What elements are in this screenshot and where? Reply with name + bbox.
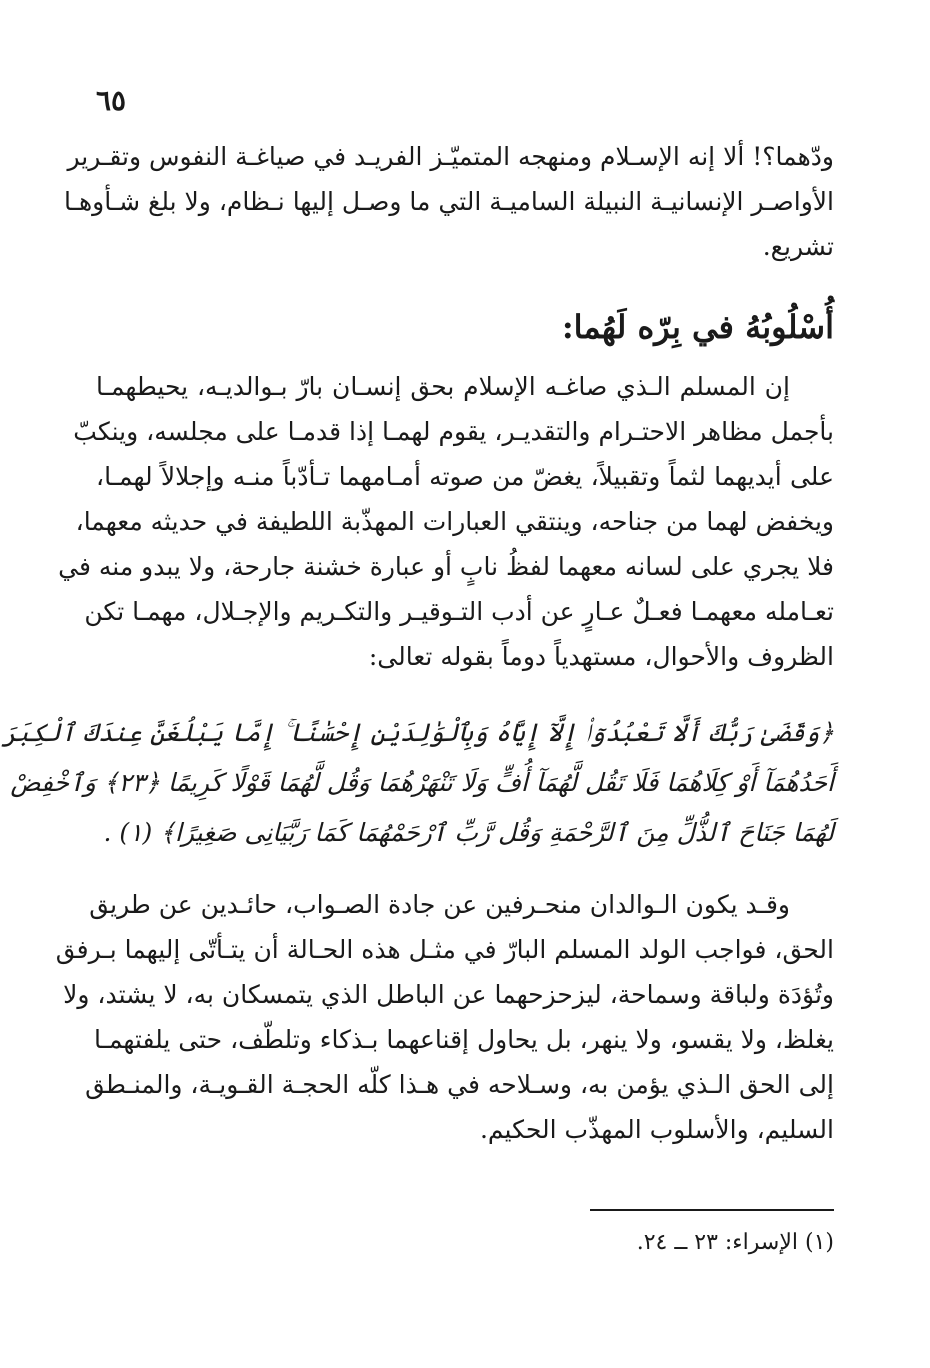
paragraph-line: السليم، والأسلوب المهذّب الحكيم. — [479, 1115, 834, 1144]
paragraph-line: وقـد يكون الـوالدان منحـرفين عن جادة الصـواب، حائـدين عن طريق — [89, 890, 790, 919]
body-paragraph-1 — [58, 364, 834, 679]
paragraph-line: وتُؤدَة ولباقة وسماحة، ليزحزحهما عن الباطل الذي يتمسكان به، لا يشتد، ولا — [63, 980, 834, 1009]
paragraph-line: الظروف والأحوال، مستهدياً دوماً بقوله تعالى: — [368, 642, 834, 671]
intro-line: تشريع. — [762, 232, 834, 261]
paragraph-line: إلى الحق الـذي يؤمن به، وسـلاحه في هـذا كلّه الحجـة القـويـة، والمنـطق — [85, 1070, 834, 1099]
paragraph-line: فلا يجري على لسانه معهما لفظُ نابٍ أو عبارة خشنة جارحة، ولا يبدو منه في — [58, 552, 834, 581]
paragraph-line: تعـامله معهمـا فعـلٌ عـارٍ عن أدب التـوقيـر والتكـريم والإجـلال، مهمـا تكن — [84, 597, 834, 626]
intro-line: ودّهما؟! ألا إنه الإسـلام ومنهجه المتميّـز الفريـد في صياغـة النفوس وتقـرير — [67, 142, 834, 171]
quran-line: أَحَدُهُمَآ أَوْ كِلَاهُمَا فَلَا تَقُل لَّهُمَآ أُفٍّ وَلَا تَنْهَرْهُمَا وَقُل لَّهُمَا قَوْلًا كَرِيمًا ﴿٢٣﴾ وَٱخْفِضْ — [10, 768, 834, 797]
footnote-divider — [590, 1209, 834, 1211]
paragraph-line: على أيديهما لثماً وتقبيلاً، يغضّ من صوته أمـامهما تـأدّباً منـه وإجلالاً لهمـا، — [96, 462, 834, 491]
body-paragraph-2 — [55, 882, 834, 1152]
paragraph-line: بأجمل مظاهر الاحتـرام والتقديـر، يقوم لهمـا إذا قدمـا على مجلسه، وينكبّ — [73, 417, 834, 446]
intro-line: الأواصـر الإنسانيـة النبيلة الساميـة التي ما وصـل إليها نـظام، ولا بلغ شـأوهـا — [64, 187, 834, 216]
quran-line: لَهُمَا جَنَاحَ ٱلذُّلِّ مِنَ ٱلرَّحْمَةِ وَقُل رَّبِّ ٱرْحَمْهُمَا كَمَا رَبَّيَانِى صَغِيرًا﴾ (١) . — [103, 818, 834, 847]
section-heading: أُسْلُوبُهُ في بِرّه لَهُما: — [561, 308, 834, 346]
quran-line: ﴿وَقَضَىٰ رَبُّكَ أَلَّا تَعْبُدُوٓا۟ إِلَّآ إِيَّاهُ وَبِٱلْوَٰلِدَيْنِ إِحْسَٰنًا ۚ إِمَّا يَبْلُغَنَّ عِندَكَ ٱلْكِبَرَ — [2, 718, 834, 747]
paragraph-line: الحق، فواجب الولد المسلم البارّ في مثـل هذه الحـالة أن يتـأتّى إليهما بـرفق — [55, 935, 834, 964]
paragraph-line: ويخفض لهما من جناحه، وينتقي العبارات المهذّبة اللطيفة في حديثه معهما، — [75, 507, 834, 536]
paragraph-line: إن المسلم الـذي صاغـه الإسلام بحق إنسـان بارّ بـوالديـه، يحيطهمـا — [96, 372, 790, 401]
footnote: (١) الإسراء: ٢٣ ــ ٢٤. — [636, 1230, 834, 1255]
paragraph-line: يغلظ، ولا يقسو، ولا ينهر، بل يحاول إقناعهما بـذكاء وتلطّف، حتى يلفتهمـا — [94, 1025, 834, 1054]
intro-paragraph — [64, 134, 834, 269]
quran-verse-block — [2, 708, 834, 858]
page-number: ٦٥ — [96, 84, 127, 117]
